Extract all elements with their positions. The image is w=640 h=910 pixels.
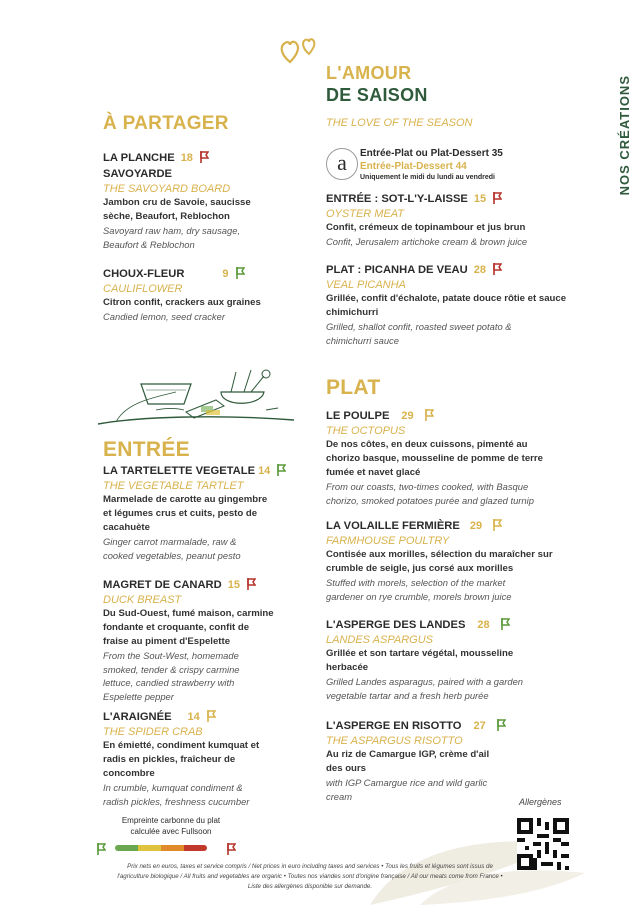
- dish-desc-fr: des ours: [326, 763, 366, 774]
- yellow-flag-icon: [424, 409, 434, 424]
- dish-desc-fr: radis en pickles, fraîcheur de: [103, 754, 236, 765]
- dish-english: LANDES ASPARGUS: [326, 634, 433, 646]
- dish-title: LE POULPE 29: [326, 409, 596, 424]
- green-flag-icon: [96, 842, 106, 860]
- dish-desc-fr: Contisée aux morilles, sélection du maraîcher sur: [326, 549, 553, 560]
- dish-english: VEAL PICANHA: [326, 279, 406, 291]
- dish-desc-en: Confit, Jerusalem artichoke cream & brown juice: [326, 236, 528, 247]
- formula-note: Uniquement le midi du lundi au vendredi: [360, 174, 495, 181]
- dish-desc-fr: Confit, crémeux de topinambour et jus brun: [326, 222, 526, 233]
- dish-english: DUCK BREAST: [103, 594, 182, 606]
- side-label-nos-creations: NOS CRÉATIONS: [617, 75, 632, 196]
- dish-asperge-landes: [326, 618, 596, 702]
- dish-desc-fr: chimichurri: [326, 307, 379, 318]
- dish-desc-fr: sèche, Beaufort, Reblochon: [103, 211, 230, 222]
- green-flag-icon: [496, 719, 506, 734]
- dish-desc-fr: Jambon cru de Savoie, saucisse: [103, 197, 251, 208]
- dish-english: THE SPIDER CRAB: [103, 726, 203, 738]
- dish-desc-fr: et légumes crus et cuits, pesto de: [103, 508, 258, 519]
- price: 14: [258, 465, 271, 477]
- dish-english: CAULIFLOWER: [103, 283, 183, 295]
- table-illustration: [96, 362, 296, 437]
- carbon-legend-line1: Empreinte carbonne du plat: [121, 816, 221, 825]
- dish-english: FARMHOUSE POULTRY: [326, 535, 450, 547]
- dish-desc-fr: Au riz de Camargue IGP, crème d'ail: [326, 749, 490, 760]
- dish-desc-en: Ginger carrot marmalade, raw &: [103, 536, 237, 547]
- section-heading-plat: PLAT: [326, 376, 381, 399]
- dish-choux-fleur: [103, 267, 293, 324]
- dish-english: THE VEGETABLE TARTLET: [103, 480, 244, 492]
- dish-poulpe: [326, 409, 596, 507]
- price: 28: [473, 264, 486, 276]
- dish-asperge-risotto: [326, 719, 536, 803]
- dish-desc-fr: fumée et navet glacé: [326, 467, 421, 478]
- season-title-line1: L'AMOUR: [326, 63, 412, 83]
- dish-desc-en: with IGP Camargue rice and wild garlic: [326, 777, 488, 788]
- hearts-icon: [278, 34, 322, 71]
- dish-desc-fr: concombre: [103, 768, 155, 779]
- dish-desc-fr: Marmelade de carotte au gingembre: [103, 494, 268, 505]
- dish-desc-fr: cacahuète: [103, 522, 150, 533]
- dish-araignee: [103, 710, 303, 808]
- section-heading-partager: À PARTAGER: [103, 113, 229, 134]
- dish-english: OYSTER MEAT: [326, 208, 405, 220]
- dish-desc-en: chorizo, smoked potatoes purée and glazed turnip: [326, 494, 534, 506]
- dish-desc-fr: fraise au piment d'Espelette: [103, 636, 231, 647]
- dish-title: CHOUX-FLEUR 9: [103, 267, 293, 282]
- dish-planche: [103, 151, 293, 251]
- season-plat: [326, 263, 596, 347]
- dish-title: L'ASPERGE DES LANDES 28: [326, 618, 596, 633]
- carbon-legend-line2: calculée avec Fullsoon: [130, 827, 212, 836]
- dish-desc-en: cooked vegetables, peanut pesto: [103, 549, 241, 561]
- green-flag-icon: [235, 267, 245, 282]
- price: 27: [473, 720, 486, 732]
- dish-title: LA PLANCHE 18: [103, 151, 293, 166]
- season-title-line2: DE SAISON: [326, 85, 428, 105]
- season-entree: [326, 192, 596, 249]
- formula-line-2: Entrée-Plat-Dessert 44: [360, 161, 467, 172]
- season-block: [326, 62, 473, 130]
- dish-title: L'ARAIGNÉE 14: [103, 710, 303, 725]
- dish-title: L'ASPERGE EN RISOTTO 27: [326, 719, 536, 734]
- dish-english: THE SAVOYARD BOARD: [103, 183, 231, 195]
- green-flag-icon: [276, 464, 286, 479]
- dish-desc-en: radish pickles, freshness cucumber: [103, 795, 250, 807]
- price: 15: [473, 193, 487, 205]
- red-flag-icon: [246, 578, 256, 593]
- red-flag-icon: [492, 263, 502, 278]
- dish-desc-fr: herbacée: [326, 662, 369, 673]
- section-heading-entree: ENTRÉE: [103, 438, 190, 461]
- dish-desc-fr: crumble de seigle, jus corsé aux morilles: [326, 563, 514, 574]
- dish-tartelette: [103, 464, 303, 562]
- price: 14: [187, 711, 200, 723]
- dish-magret: [103, 578, 303, 703]
- price: 9: [222, 268, 229, 280]
- dish-desc-fr: Citron confit, crackers aux graines: [103, 297, 261, 308]
- dish-desc-en: Savoyard raw ham, dry sausage,: [103, 225, 241, 236]
- carbon-bar-green: [115, 845, 138, 851]
- footer-notes: [40, 862, 580, 892]
- footer-line-3: Liste des allergènes disponible sur demande.: [247, 883, 373, 890]
- dish-desc-en: Stuffed with morels, selection of the market: [326, 577, 506, 588]
- dish-title: MAGRET DE CANARD 15: [103, 578, 303, 593]
- dish-desc-fr: chorizo basque, mousseline de pomme de terre: [326, 453, 543, 464]
- dish-desc-en: gardener on rye crumble, morels brown juice: [326, 590, 512, 602]
- dish-desc-en: Espelette pepper: [103, 690, 174, 702]
- carbon-legend: [96, 815, 246, 837]
- yellow-flag-icon: [492, 519, 502, 534]
- dish-english: THE ASPARGUS RISOTTO: [326, 735, 463, 747]
- dish-desc-en: From the Sout-West, homemade: [103, 650, 239, 661]
- season-subtitle: THE LOVE OF THE SEASON: [326, 117, 473, 129]
- dish-desc-en: smoked, tender & crispy carmine: [103, 663, 240, 675]
- dish-title: LA VOLAILLE FERMIÈRE 29: [326, 519, 596, 534]
- dish-desc-en: cream: [326, 790, 353, 802]
- dish-volaille: [326, 519, 596, 603]
- dish-desc-fr: De nos côtes, en deux cuissons, pimenté au: [326, 439, 528, 450]
- allergenes-label: Allergènes: [519, 797, 562, 807]
- price: 15: [227, 579, 240, 591]
- price: 29: [401, 410, 414, 422]
- dish-desc-en: Candied lemon, seed cracker: [103, 311, 225, 322]
- dish-desc-en: In crumble, kumquat condiment &: [103, 782, 243, 793]
- dish-desc-fr: Grillée, confit d'échalote, patate douce rôtie et sauce: [326, 293, 567, 304]
- red-flag-icon: [492, 192, 502, 207]
- dish-desc-en: chimichurri sauce: [326, 334, 399, 346]
- price: 28: [477, 619, 490, 631]
- dish-desc-fr: Du Sud-Ouest, fumé maison, carmine: [103, 608, 274, 619]
- dish-desc-fr: Grillée et son tartare végétal, mousseline: [326, 648, 514, 659]
- yellow-flag-icon: [206, 710, 216, 725]
- dish-title: PLAT : PICANHA DE VEAU 28: [326, 263, 596, 278]
- dish-english: THE OCTOPUS: [326, 425, 406, 437]
- dish-title-line2: SAVOYARDE: [103, 168, 173, 180]
- carbon-bar-orange: [161, 845, 184, 851]
- carbon-bar-red: [184, 845, 207, 851]
- dish-desc-fr: En émietté, condiment kumquat et: [103, 740, 260, 751]
- carbon-scale-end: [226, 840, 236, 860]
- green-flag-icon: [500, 618, 510, 633]
- formula-line-1: Entrée-Plat ou Plat-Dessert 35: [360, 148, 503, 159]
- dish-desc-en: Beaufort & Reblochon: [103, 238, 195, 250]
- dish-title: ENTRÉE : SOT-L'Y-LAISSE 15: [326, 192, 596, 207]
- footer-line-2: l'agriculture biologique / All fruits and vegetables are organic • Toutes nos viandes sont d'origine française / All our meats come from France •: [117, 873, 503, 880]
- price: 18: [180, 152, 193, 164]
- dish-desc-en: Grilled Landes asparagus, paired with a garden: [326, 676, 523, 687]
- footer-line-1: Prix nets en euros, taxes et service compris / Net prices in euro including taxes and services • Tous les fruits et légumes sont issus de: [127, 863, 493, 870]
- dish-desc-en: From our coasts, two-times cooked, with Basque: [326, 481, 529, 492]
- restaurant-logo: [326, 148, 358, 180]
- dish-desc-en: lettuce, candied strawberry with: [103, 677, 235, 688]
- price: 29: [469, 520, 483, 532]
- red-flag-icon: [199, 151, 209, 166]
- logo-letter: a: [337, 150, 347, 175]
- red-flag-icon: [226, 842, 236, 860]
- dish-desc-en: vegetable tartar and a fresh herb purée: [326, 689, 489, 701]
- carbon-scale: [96, 840, 106, 860]
- carbon-color-bar: [115, 845, 207, 851]
- dish-desc-en: Grilled, shallot confit, roasted sweet potato &: [326, 321, 512, 332]
- dish-title: LA TARTELETTE VEGETALE 14: [103, 464, 303, 479]
- carbon-bar-yellow: [138, 845, 161, 851]
- dish-desc-fr: fondante et croquante, confit de: [103, 622, 250, 633]
